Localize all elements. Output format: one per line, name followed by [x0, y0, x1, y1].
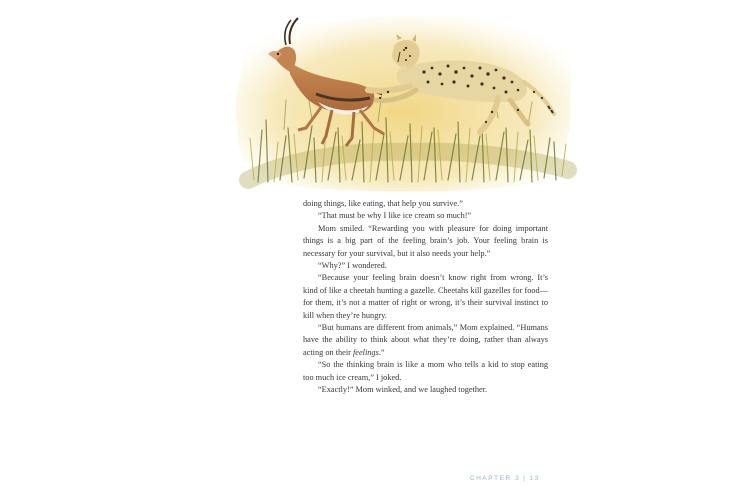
- paragraph: “Exactly!” Mom winked, and we laughed together.: [318, 385, 488, 395]
- paragraph-text: “But humans are different from animals,” Mom explained. “Humans have the ability to think about what they’re doing, rather than always acting on their: [303, 323, 548, 357]
- chapter-label: CHAPTER 3: [470, 475, 521, 482]
- paragraph: “So the thinking brain is like a mom who tells a kid to stop eating too much ice cream,” I joked.: [303, 360, 548, 382]
- chapter-illustration: [228, 10, 578, 195]
- paragraph: “Why?” I wondered.: [318, 261, 387, 271]
- footer-separator: |: [523, 475, 527, 482]
- cheetah-chasing-gazelle-painting: [228, 10, 578, 195]
- story-text: [303, 198, 548, 397]
- paragraph-text-end: .”: [378, 347, 385, 357]
- paragraph: [303, 322, 548, 359]
- paragraph: “That must be why I like ice cream so much!”: [318, 211, 472, 221]
- paragraph: Mom smiled. “Rewarding you with pleasure for doing important things is a big part of the feeling brain’s job. Your feeling brain is necessary for your survival, but it also needs your help.”: [303, 223, 548, 258]
- page-footer: [470, 475, 610, 482]
- paragraph: “Because your feeling brain doesn’t know right from wrong. It’s kind of like a cheetah hunting a gazelle. Cheetahs kill gazelles for food—for them, it’s not a matter of right or wrong, it’s their survival instinct to kill when they’re hungry.: [303, 273, 548, 320]
- page-number: 13: [529, 475, 540, 482]
- paragraph: doing things, like eating, that help you survive.”: [303, 199, 463, 208]
- emphasized-word: feelings: [353, 347, 379, 357]
